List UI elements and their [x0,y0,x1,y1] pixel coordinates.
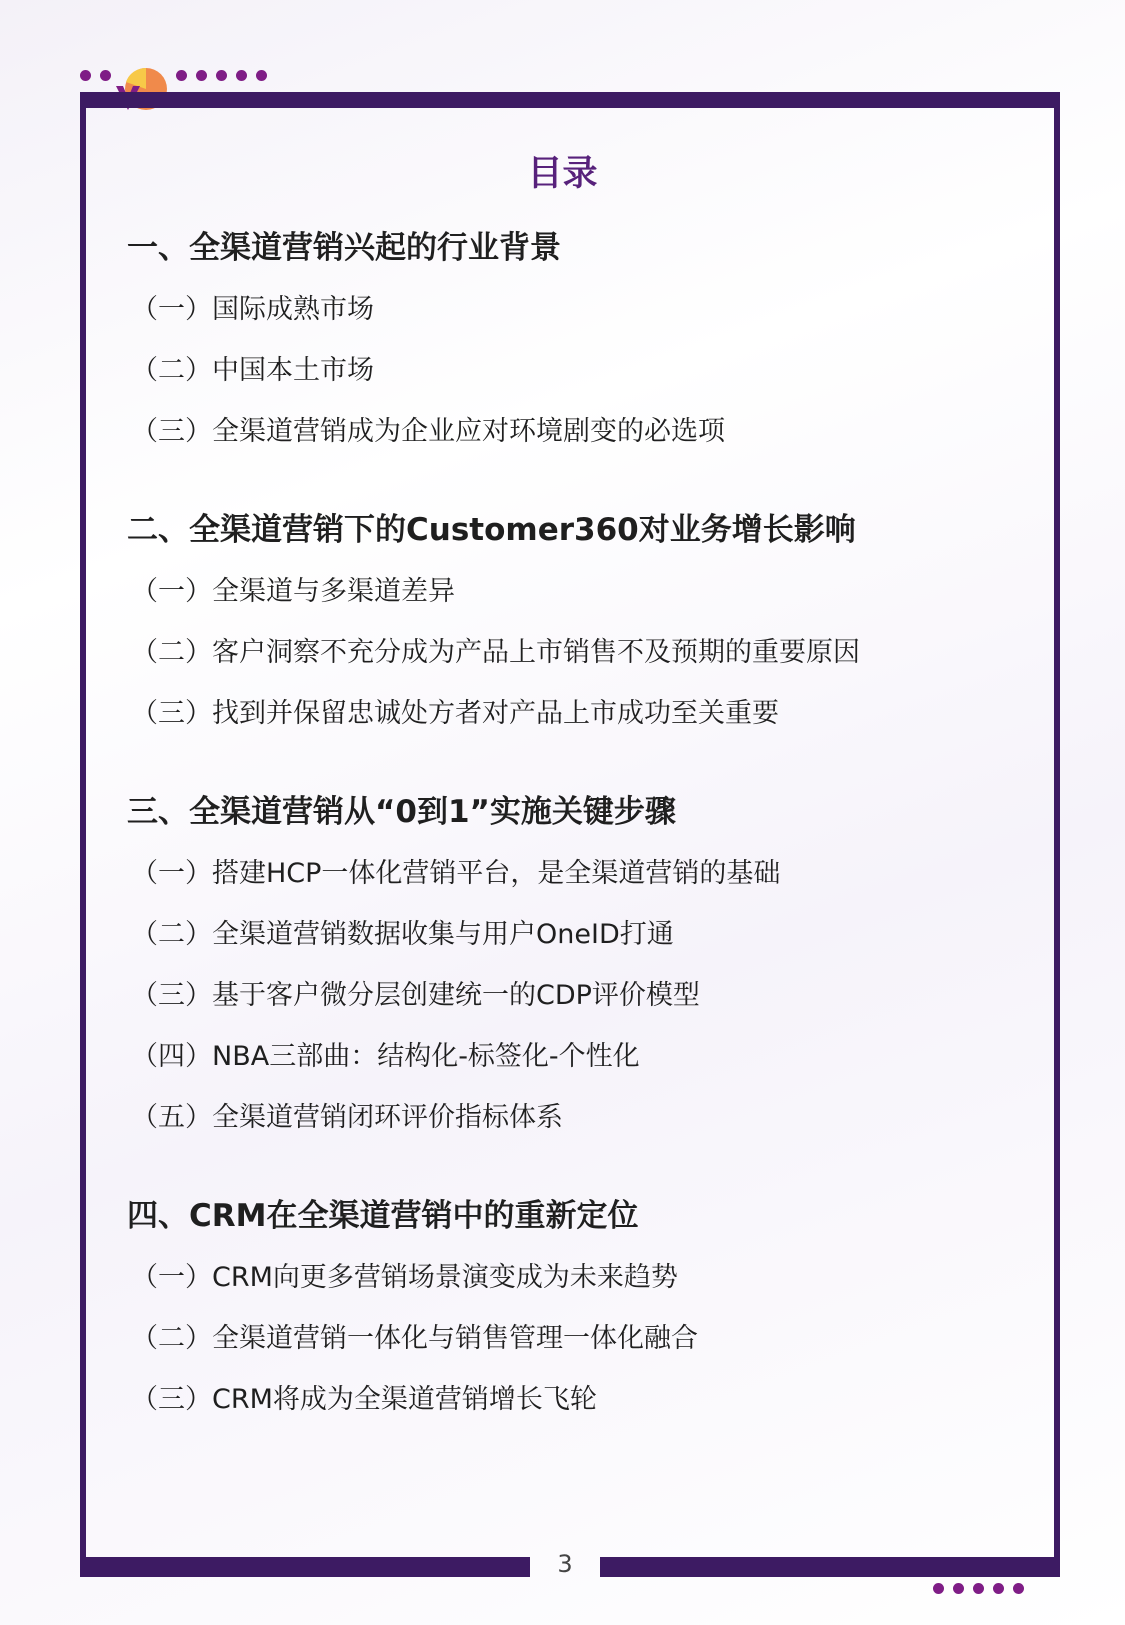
toc-section-4 [127,1196,1027,1418]
toc-item[interactable]: （一）CRM向更多营销场景演变成为未来趋势 [131,1262,678,1293]
dot [973,1583,984,1594]
toc-item[interactable]: （四）NBA三部曲：结构化-标签化-个性化 [131,1041,640,1072]
frame-top-border [80,92,1060,108]
section-heading[interactable]: 四、CRM在全渠道营销中的重新定位 [127,1198,639,1234]
toc-item[interactable]: （三）全渠道营销成为企业应对环境剧变的必选项 [131,416,725,447]
toc-item[interactable]: （二）客户洞察不充分成为产品上市销售不及预期的重要原因 [131,637,860,668]
section-heading[interactable]: 一、全渠道营销兴起的行业背景 [127,230,561,266]
decorative-dots-bottom [933,1583,1024,1594]
table-of-contents [127,228,1027,1418]
frame-right-border [1054,92,1060,1577]
page-title: 目录 [527,154,598,194]
dot [1013,1583,1024,1594]
dot [80,70,91,81]
toc-item[interactable]: （一）国际成熟市场 [131,294,374,325]
dot [953,1583,964,1594]
frame-bottom-border-right [600,1557,1060,1577]
page-number: 3 [557,1550,573,1578]
dot [933,1583,944,1594]
toc-item[interactable]: （一）搭建HCP一体化营销平台，是全渠道营销的基础 [131,858,781,889]
toc-item[interactable]: （二）全渠道营销数据收集与用户OneID打通 [131,919,674,950]
toc-section-3 [127,792,1027,1136]
dot [100,70,111,81]
toc-item[interactable]: （五）全渠道营销闭环评价指标体系 [131,1102,563,1133]
toc-item[interactable]: （二）中国本土市场 [131,355,374,386]
decorative-dots-top [176,70,267,81]
toc-item[interactable]: （三）基于客户微分层创建统一的CDP评价模型 [131,980,700,1011]
toc-section-2 [127,510,1027,732]
section-heading[interactable]: 三、全渠道营销从“0到1”实施关键步骤 [127,794,676,830]
dot [993,1583,1004,1594]
toc-item[interactable]: （一）全渠道与多渠道差异 [131,576,455,607]
frame-bottom-border-left [80,1557,530,1577]
toc-item[interactable]: （二）全渠道营销一体化与销售管理一体化融合 [131,1323,698,1354]
section-heading[interactable]: 二、全渠道营销下的Customer360对业务增长影响 [127,512,856,548]
decorative-dots-left [80,70,111,81]
toc-item[interactable]: （三）CRM将成为全渠道营销增长飞轮 [131,1384,597,1415]
dot [176,70,187,81]
dot [256,70,267,81]
dot [216,70,227,81]
dot [196,70,207,81]
frame-left-border [80,92,86,1577]
dot [236,70,247,81]
toc-section-1 [127,228,1027,450]
toc-item[interactable]: （三）找到并保留忠诚处方者对产品上市成功至关重要 [131,698,779,729]
